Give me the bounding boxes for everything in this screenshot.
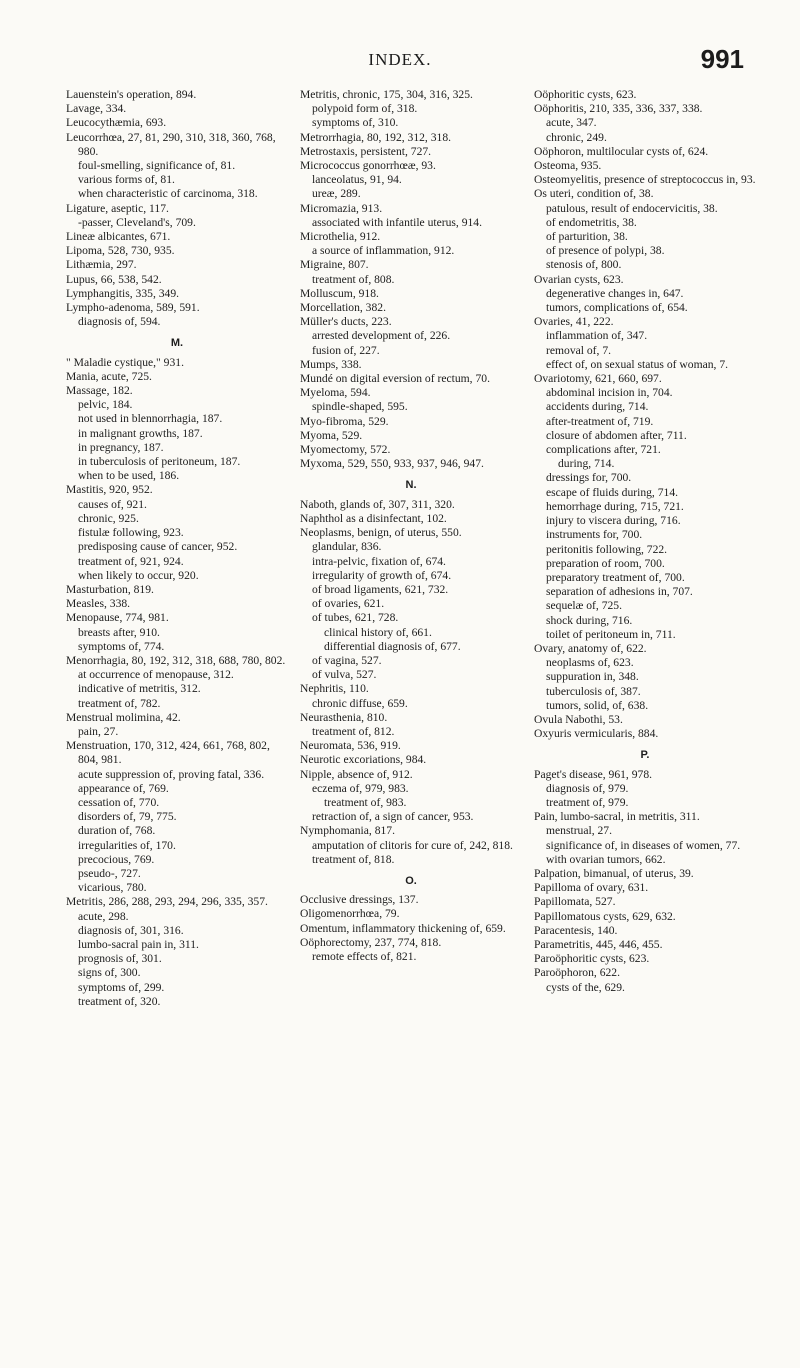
- index-entry: Occlusive dressings, 137.: [300, 893, 419, 907]
- index-subentry: polypoid form of, 318.: [312, 102, 418, 116]
- index-subentry: predisposing cause of cancer, 952.: [78, 540, 238, 554]
- index-entry: Morcellation, 382.: [300, 301, 386, 315]
- index-entry: Lineæ albicantes, 671.: [66, 230, 171, 244]
- index-entry: Microthelia, 912.: [300, 230, 381, 244]
- index-subentry: treatment of, 921, 924.: [78, 554, 184, 568]
- index-entry: Ovarian cysts, 623.: [534, 272, 624, 286]
- index-entry: Naphthol as a disinfectant, 102.: [300, 511, 447, 525]
- index-entry: Ovary, anatomy of, 622.: [534, 641, 647, 655]
- index-subentry: diagnosis of, 301, 316.: [78, 923, 184, 937]
- page-header-title: INDEX.: [368, 50, 432, 69]
- index-subentry: remote effects of, 821.: [312, 949, 417, 963]
- index-subentry: cysts of the, 629.: [546, 980, 625, 994]
- index-subentry: fusion of, 227.: [312, 343, 380, 357]
- index-subentry: menstrual, 27.: [546, 824, 613, 838]
- index-entry: Metrorrhagia, 80, 192, 312, 318.: [300, 130, 452, 144]
- index-subentry: of presence of polypi, 38.: [546, 244, 665, 258]
- index-subentry: peritonitis following, 722.: [546, 542, 668, 556]
- index-entry: Parametritis, 445, 446, 455.: [534, 937, 663, 951]
- index-subentry: abdominal incision in, 704.: [546, 386, 673, 400]
- index-subentry: patulous, result of endocervicitis, 38.: [546, 201, 718, 215]
- index-entry: Migraine, 807.: [300, 258, 369, 272]
- index-entry: Naboth, glands of, 307, 311, 320.: [300, 497, 455, 511]
- index-subentry: causes of, 921.: [78, 497, 147, 511]
- index-entry: Lipoma, 528, 730, 935.: [66, 244, 175, 258]
- index-subentry: closure of abdomen after, 711.: [546, 428, 687, 442]
- index-subentry: treatment of, 979.: [546, 795, 629, 809]
- section-letter-heading: P.: [640, 749, 650, 762]
- index-subentry: of vulva, 527.: [312, 668, 377, 682]
- index-subentry: preparatory treatment of, 700.: [546, 570, 685, 584]
- index-subentry: differential diagnosis of, 677.: [324, 639, 461, 653]
- index-entry: Oöphorectomy, 237, 774, 818.: [300, 935, 442, 949]
- index-entry: Measles, 338.: [66, 597, 131, 611]
- index-subentry: when to be used, 186.: [78, 469, 180, 483]
- index-entry: Neurotic excoriations, 984.: [300, 753, 427, 767]
- index-entry: Myoma, 529.: [300, 428, 363, 442]
- index-subentry: amputation of clitoris for cure of, 242, 818.: [312, 838, 513, 852]
- index-entry: Menorrhagia, 80, 192, 312, 318, 688, 780, 802.: [66, 653, 286, 667]
- index-subentry: of ovaries, 621.: [312, 597, 385, 611]
- index-subentry: eczema of, 979, 983.: [312, 781, 409, 795]
- index-subentry: symptoms of, 310.: [312, 116, 399, 130]
- index-entry: Mumps, 338.: [300, 357, 362, 371]
- index-subentry: during, 714.: [558, 457, 615, 471]
- index-subentry: pelvic, 184.: [78, 398, 133, 412]
- index-entry: Molluscum, 918.: [300, 286, 379, 300]
- index-entry: Lympho-adenoma, 589, 591.: [66, 301, 200, 315]
- index-subentry: escape of fluids during, 714.: [546, 485, 679, 499]
- index-subentry: neoplasms of, 623.: [546, 656, 634, 670]
- index-subentry: when characteristic of carcinoma, 318.: [78, 187, 258, 201]
- index-subentry: irregularity of growth of, 674.: [312, 568, 452, 582]
- index-subentry: degenerative changes in, 647.: [546, 286, 684, 300]
- index-subentry: tumors, solid, of, 638.: [546, 698, 649, 712]
- index-column-middle: [300, 88, 522, 1009]
- index-entry: Paroöphoron, 622.: [534, 966, 620, 980]
- index-entry: Menstrual molimina, 42.: [66, 710, 181, 724]
- index-column-left: [66, 88, 288, 1009]
- index-entry: Lupus, 66, 538, 542.: [66, 272, 162, 286]
- index-subentry: removal of, 7.: [546, 343, 612, 357]
- index-entry: Müller's ducts, 223.: [300, 315, 392, 329]
- index-subentry: with ovarian tumors, 662.: [546, 852, 666, 866]
- index-subentry: intra-pelvic, fixation of, 674.: [312, 554, 446, 568]
- index-entry: Ligature, aseptic, 117.: [66, 201, 169, 215]
- index-entry: Oligomenorrhœa, 79.: [300, 907, 400, 921]
- index-subentry: irregularities of, 170.: [78, 838, 176, 852]
- index-entry: Metrostaxis, persistent, 727.: [300, 144, 432, 158]
- index-entry: Paget's disease, 961, 978.: [534, 767, 653, 781]
- index-subentry: retraction of, a sign of cancer, 953.: [312, 810, 474, 824]
- index-entry: Paroöphoritic cysts, 623.: [534, 952, 650, 966]
- index-subentry: fistulæ following, 923.: [78, 526, 184, 540]
- index-subentry: various forms of, 81.: [78, 173, 175, 187]
- index-subentry: symptoms of, 774.: [78, 639, 165, 653]
- index-subentry: chronic, 925.: [78, 511, 139, 525]
- index-entry: Lithæmia, 297.: [66, 258, 137, 272]
- index-entry: Leucocythæmia, 693.: [66, 116, 167, 130]
- index-subentry: -passer, Cleveland's, 709.: [78, 215, 196, 229]
- index-subentry: of parturition, 38.: [546, 230, 628, 244]
- index-subentry: instruments for, 700.: [546, 528, 643, 542]
- index-subentry: a source of inflammation, 912.: [312, 244, 455, 258]
- index-subentry: treatment of, 320.: [78, 994, 161, 1008]
- index-column-right: [534, 88, 756, 1009]
- index-subentry: suppuration in, 348.: [546, 670, 639, 684]
- index-entry: Leucorrhœa, 27, 81, 290, 310, 318, 360, 768, 980.: [66, 130, 276, 158]
- index-subentry: treatment of, 983.: [324, 795, 407, 809]
- index-subentry: glandular, 836.: [312, 540, 382, 554]
- index-entry: Masturbation, 819.: [66, 582, 154, 596]
- index-entry: Neuromata, 536, 919.: [300, 739, 401, 753]
- index-subentry: duration of, 768.: [78, 824, 156, 838]
- index-entry: Mundé on digital eversion of rectum, 70.: [300, 372, 490, 386]
- index-entry: Oöphoron, multilocular cysts of, 624.: [534, 144, 709, 158]
- index-entry: Lauenstein's operation, 894.: [66, 88, 197, 101]
- section-letter-heading: M.: [170, 337, 184, 350]
- index-subentry: at occurrence of menopause, 312.: [78, 668, 234, 682]
- index-subentry: accidents during, 714.: [546, 400, 649, 414]
- index-columns: [66, 88, 756, 1009]
- index-subentry: arrested development of, 226.: [312, 329, 451, 343]
- index-subentry: indicative of metritis, 312.: [78, 682, 201, 696]
- index-subentry: diagnosis of, 594.: [78, 315, 161, 329]
- index-subentry: complications after, 721.: [546, 443, 661, 457]
- index-subentry: diagnosis of, 979.: [546, 781, 629, 795]
- index-subentry: of broad ligaments, 621, 732.: [312, 582, 449, 596]
- index-subentry: treatment of, 818.: [312, 852, 395, 866]
- index-subentry: vicarious, 780.: [78, 881, 147, 895]
- index-entry: " Maladie cystique," 931.: [66, 355, 184, 369]
- index-subentry: of vagina, 527.: [312, 653, 382, 667]
- index-subentry: ureæ, 289.: [312, 187, 361, 201]
- index-subentry: hemorrhage during, 715, 721.: [546, 499, 684, 513]
- index-entry: Menstruation, 170, 312, 424, 661, 768, 802, 804, 981.: [66, 739, 270, 767]
- index-subentry: acute, 298.: [78, 909, 129, 923]
- index-entry: Nipple, absence of, 912.: [300, 767, 413, 781]
- index-subentry: preparation of room, 700.: [546, 556, 665, 570]
- index-entry: Oxyuris vermicularis, 884.: [534, 727, 659, 741]
- index-subentry: tuberculosis of, 387.: [546, 684, 641, 698]
- index-subentry: stenosis of, 800.: [546, 258, 622, 272]
- index-entry: Micrococcus gonorrhœæ, 93.: [300, 159, 436, 173]
- index-entry: Myeloma, 594.: [300, 386, 371, 400]
- index-entry: Paracentesis, 140.: [534, 923, 618, 937]
- index-subentry: when likely to occur, 920.: [78, 568, 199, 582]
- index-subentry: treatment of, 808.: [312, 272, 395, 286]
- section-letter-heading: N.: [405, 479, 417, 492]
- index-entry: Neoplasms, benign, of uterus, 550.: [300, 526, 462, 540]
- index-subentry: associated with infantile uterus, 914.: [312, 215, 483, 229]
- index-entry: Nymphomania, 817.: [300, 824, 395, 838]
- index-subentry: toilet of peritoneum in, 711.: [546, 627, 676, 641]
- index-subentry: dressings for, 700.: [546, 471, 632, 485]
- index-subentry: in tuberculosis of peritoneum, 187.: [78, 455, 241, 469]
- index-entry: Palpation, bimanual, of uterus, 39.: [534, 866, 694, 880]
- index-subentry: after-treatment of, 719.: [546, 414, 654, 428]
- index-subentry: precocious, 769.: [78, 852, 155, 866]
- index-entry: Os uteri, condition of, 38.: [534, 187, 654, 201]
- index-subentry: of tubes, 621, 728.: [312, 611, 399, 625]
- index-subentry: effect of, on sexual status of woman, 7.: [546, 357, 729, 371]
- index-subentry: inflammation of, 347.: [546, 329, 648, 343]
- index-subentry: significance of, in diseases of women, 77.: [546, 838, 741, 852]
- section-letter-heading: O.: [405, 874, 417, 887]
- index-entry: Myxoma, 529, 550, 933, 937, 946, 947.: [300, 457, 484, 471]
- index-subentry: acute, 347.: [546, 116, 597, 130]
- index-subentry: cessation of, 770.: [78, 795, 160, 809]
- index-entry: Lavage, 334.: [66, 102, 127, 116]
- index-entry: Osteomyelitis, presence of streptococcus in, 93.: [534, 173, 756, 187]
- index-entry: Lymphangitis, 335, 349.: [66, 286, 180, 300]
- index-entry: Pain, lumbo-sacral, in metritis, 311.: [534, 810, 700, 824]
- index-subentry: chronic diffuse, 659.: [312, 696, 408, 710]
- index-subentry: of endometritis, 38.: [546, 215, 637, 229]
- index-entry: Myomectomy, 572.: [300, 443, 391, 457]
- index-entry: Massage, 182.: [66, 384, 133, 398]
- index-subentry: disorders of, 79, 775.: [78, 810, 177, 824]
- index-entry: Mastitis, 920, 952.: [66, 483, 153, 497]
- index-subentry: pseudo-, 727.: [78, 866, 141, 880]
- index-entry: Nephritis, 110.: [300, 682, 369, 696]
- index-entry: Osteoma, 935.: [534, 159, 602, 173]
- index-subentry: in pregnancy, 187.: [78, 440, 164, 454]
- index-subentry: acute suppression of, proving fatal, 336.: [78, 767, 265, 781]
- index-entry: Oöphoritis, 210, 335, 336, 337, 338.: [534, 102, 703, 116]
- index-subentry: symptoms of, 299.: [78, 980, 165, 994]
- index-entry: Omentum, inflammatory thickening of, 659.: [300, 921, 506, 935]
- index-subentry: chronic, 249.: [546, 130, 607, 144]
- index-subentry: foul-smelling, significance of, 81.: [78, 159, 236, 173]
- index-entry: Metritis, 286, 288, 293, 294, 296, 335, 357.: [66, 895, 268, 909]
- index-entry: Ovaries, 41, 222.: [534, 315, 614, 329]
- index-subentry: in malignant growths, 187.: [78, 426, 203, 440]
- index-entry: Papilloma of ovary, 631.: [534, 881, 649, 895]
- index-subentry: signs of, 300.: [78, 966, 141, 980]
- index-subentry: treatment of, 812.: [312, 724, 395, 738]
- index-subentry: treatment of, 782.: [78, 696, 161, 710]
- index-entry: Menopause, 774, 981.: [66, 611, 169, 625]
- index-subentry: injury to viscera during, 716.: [546, 514, 681, 528]
- index-subentry: prognosis of, 301.: [78, 952, 162, 966]
- index-subentry: shock during, 716.: [546, 613, 633, 627]
- index-subentry: not used in blennorrhagia, 187.: [78, 412, 223, 426]
- index-entry: Neurasthenia, 810.: [300, 710, 388, 724]
- index-entry: Ovariotomy, 621, 660, 697.: [534, 372, 662, 386]
- index-subentry: pain, 27.: [78, 724, 119, 738]
- page-number: 991: [700, 44, 744, 74]
- index-subentry: breasts after, 910.: [78, 625, 160, 639]
- index-entry: Papillomata, 527.: [534, 895, 616, 909]
- index-subentry: separation of adhesions in, 707.: [546, 585, 693, 599]
- index-subentry: tumors, complications of, 654.: [546, 301, 688, 315]
- index-entry: Oöphoritic cysts, 623.: [534, 88, 637, 101]
- index-entry: Papillomatous cysts, 629, 632.: [534, 909, 676, 923]
- index-subentry: sequelæ of, 725.: [546, 599, 622, 613]
- index-entry: Ovula Nabothi, 53.: [534, 712, 623, 726]
- index-entry: Myo-fibroma, 529.: [300, 414, 389, 428]
- index-subentry: lumbo-sacral pain in, 311.: [78, 937, 199, 951]
- index-subentry: lanceolatus, 91, 94.: [312, 173, 402, 187]
- index-subentry: spindle-shaped, 595.: [312, 400, 408, 414]
- index-subentry: clinical history of, 661.: [324, 625, 432, 639]
- index-entry: Metritis, chronic, 175, 304, 316, 325.: [300, 88, 473, 101]
- index-entry: Mania, acute, 725.: [66, 369, 152, 383]
- index-subentry: appearance of, 769.: [78, 781, 169, 795]
- index-entry: Micromazia, 913.: [300, 201, 383, 215]
